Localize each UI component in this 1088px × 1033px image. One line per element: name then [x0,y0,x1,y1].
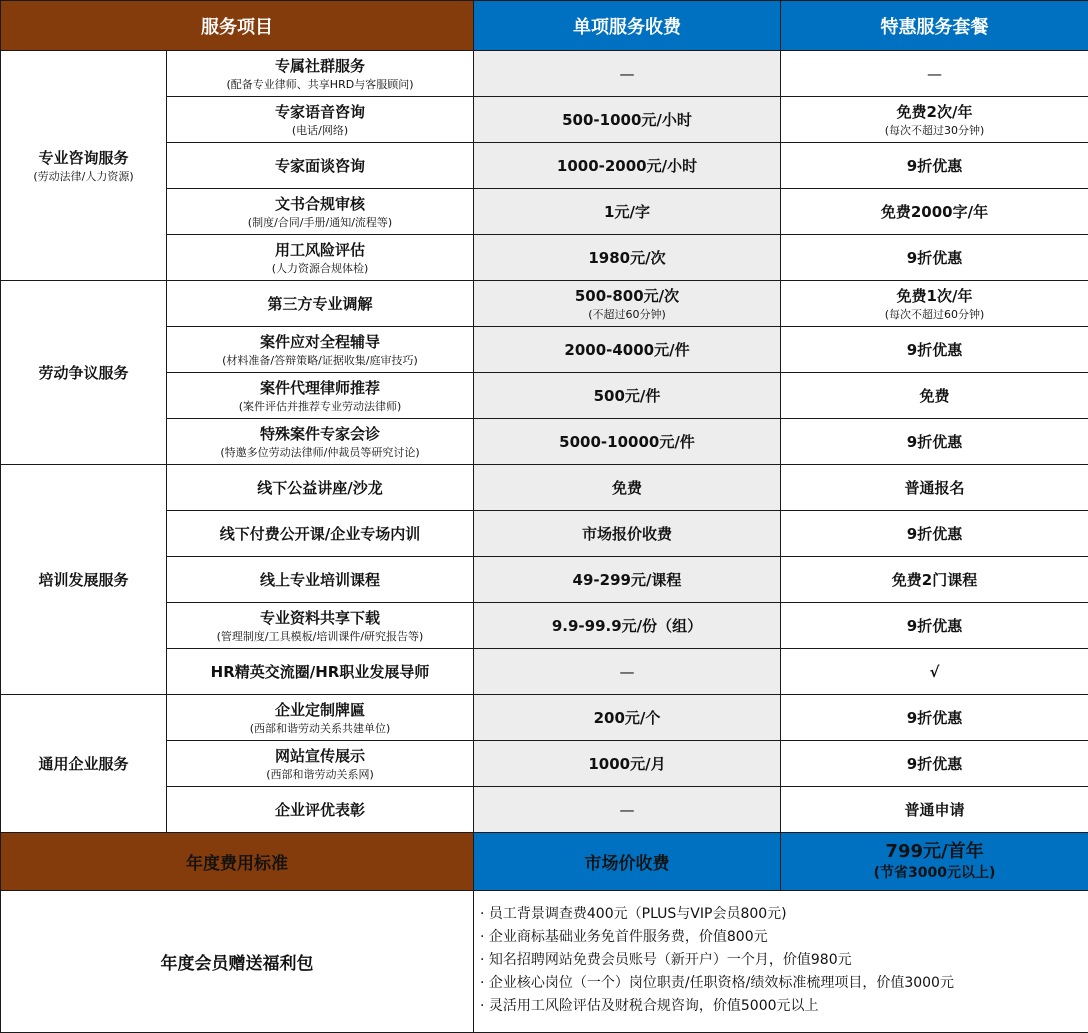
price-value: 1980元/次 [478,247,776,269]
price-value: 500-1000元/小时 [478,109,776,131]
package-value: √ [785,661,1084,683]
price-cell [474,511,781,557]
annual-package-price [781,833,1088,891]
price-value: — [478,799,776,821]
package-cell [781,51,1088,97]
service-cell [167,235,474,281]
service-sub: (特邀多位劳动法律师/仲裁员等研究讨论) [171,445,469,461]
table-row [1,695,1088,741]
service-name: 线上专业培训课程 [171,569,469,591]
category-name: 通用企业服务 [5,753,162,775]
price-cell [474,327,781,373]
package-cell [781,281,1088,327]
price-value: 2000-4000元/件 [478,339,776,361]
service-name: 专家语音咨询 [171,101,469,123]
list-item: · 企业商标基础业务免首件服务费，价值800元 [480,926,1080,949]
annual-fee-label: 年度费用标准 [1,833,474,891]
price-cell [474,373,781,419]
service-name: 线下公益讲座/沙龙 [171,477,469,499]
service-sub: (材料准备/答辩策略/证据收集/庭审技巧) [171,353,469,369]
package-value: 9折优惠 [785,753,1084,775]
package-cell [781,373,1088,419]
price-value: 5000-10000元/件 [478,431,776,453]
package-value: 免费1次/年 [785,285,1084,307]
package-cell [781,189,1088,235]
list-item: · 员工背景调查费400元（PLUS与VIP会员800元) [480,903,1080,926]
package-value: 9折优惠 [785,431,1084,453]
category-sub: (劳动法律/人力资源) [5,169,162,185]
service-cell [167,281,474,327]
package-sub: (每次不超过30分钟) [785,123,1084,139]
annual-market-price: 市场价收费 [474,833,781,891]
package-value: 9折优惠 [785,339,1084,361]
service-name: 案件应对全程辅导 [171,331,469,353]
service-name: 用工风险评估 [171,239,469,261]
service-cell [167,603,474,649]
price-value: 9.9-99.9元/份（组） [478,615,776,637]
price-value: 49-299元/课程 [478,569,776,591]
service-sub: (西部和谐劳动关系共建单位) [171,721,469,737]
package-value: — [785,63,1084,85]
category-name: 专业咨询服务 [5,147,162,169]
package-value: 9折优惠 [785,247,1084,269]
price-cell [474,695,781,741]
package-cell [781,327,1088,373]
service-cell [167,649,474,695]
price-value: 1元/字 [478,201,776,223]
service-name: 第三方专业调解 [171,293,469,315]
price-cell [474,649,781,695]
service-sub: (案件评估并推荐专业劳动法律师) [171,399,469,415]
price-value: — [478,661,776,683]
price-cell [474,741,781,787]
header-single-price: 单项服务收费 [474,1,781,51]
list-item: · 企业核心岗位（一个）岗位职责/任职资格/绩效标准梳理项目，价值3000元 [480,972,1080,995]
service-cell [167,51,474,97]
gift-title: 年度会员赠送福利包 [1,891,474,1033]
price-value: 市场报价收费 [478,523,776,545]
price-cell [474,189,781,235]
package-value: 9折优惠 [785,615,1084,637]
package-value: 9折优惠 [785,707,1084,729]
annual-price: 799元/首年 [785,841,1084,863]
price-cell [474,97,781,143]
package-value: 普通报名 [785,477,1084,499]
service-sub: (电话/网络) [171,123,469,139]
service-sub: (制度/合同/手册/通知/流程等) [171,215,469,231]
service-name: 专业资料共享下载 [171,607,469,629]
price-value: 500-800元/次 [478,285,776,307]
package-cell [781,511,1088,557]
package-value: 普通申请 [785,799,1084,821]
category-name: 劳动争议服务 [5,362,162,384]
price-cell [474,557,781,603]
service-cell [167,327,474,373]
service-name: HR精英交流圈/HR职业发展导师 [171,661,469,683]
price-sub: (不超过60分钟) [478,307,776,323]
package-value: 9折优惠 [785,155,1084,177]
price-value: 1000-2000元/小时 [478,155,776,177]
package-cell [781,787,1088,833]
package-value: 免费2门课程 [785,569,1084,591]
price-value: 500元/件 [478,385,776,407]
price-cell [474,787,781,833]
package-value: 9折优惠 [785,523,1084,545]
service-name: 特殊案件专家会诊 [171,423,469,445]
table-row [1,51,1088,97]
table-row [1,281,1088,327]
package-cell [781,603,1088,649]
service-sub: (配备专业律师、共享HRD与客服顾问) [171,77,469,93]
service-sub: (管理制度/工具模板/培训课件/研究报告等) [171,629,469,645]
header-package: 特惠服务套餐 [781,1,1088,51]
package-cell [781,143,1088,189]
price-cell [474,143,781,189]
price-cell [474,281,781,327]
service-cell [167,695,474,741]
package-cell [781,741,1088,787]
table-row [1,465,1088,511]
package-value: 免费2次/年 [785,101,1084,123]
header-row [1,1,1088,51]
category-training [1,465,167,695]
service-sub: (西部和谐劳动关系网) [171,767,469,783]
service-cell [167,465,474,511]
annual-saving: (节省3000元以上) [785,863,1084,883]
service-cell [167,787,474,833]
list-item: · 知名招聘网站免费会员账号（新开户）一个月，价值980元 [480,949,1080,972]
gift-list [474,891,1088,1033]
service-cell [167,143,474,189]
price-cell [474,465,781,511]
price-value: 1000元/月 [478,753,776,775]
service-name: 专属社群服务 [171,55,469,77]
package-cell [781,465,1088,511]
category-consult [1,51,167,281]
service-cell [167,419,474,465]
service-cell [167,97,474,143]
service-name: 文书合规审核 [171,193,469,215]
package-value: 免费2000字/年 [785,201,1084,223]
package-cell [781,695,1088,741]
annual-fee-row [1,833,1088,891]
package-value: 免费 [785,385,1084,407]
price-cell [474,603,781,649]
price-cell [474,51,781,97]
service-sub: (人力资源合规体检) [171,261,469,277]
package-cell [781,649,1088,695]
service-name: 案件代理律师推荐 [171,377,469,399]
service-cell [167,189,474,235]
price-cell [474,235,781,281]
service-name: 专家面谈咨询 [171,155,469,177]
header-service-items: 服务项目 [1,1,474,51]
service-cell [167,557,474,603]
package-sub: (每次不超过60分钟) [785,307,1084,323]
service-cell [167,373,474,419]
list-item: · 灵活用工风险评估及财税合规咨询，价值5000元以上 [480,995,1080,1018]
price-cell [474,419,781,465]
category-general [1,695,167,833]
service-cell [167,511,474,557]
gift-row [1,891,1088,1033]
package-cell [781,97,1088,143]
service-name: 网站宣传展示 [171,745,469,767]
price-value: 免费 [478,477,776,499]
service-name: 企业定制牌匾 [171,699,469,721]
service-name: 企业评优表彰 [171,799,469,821]
price-value: — [478,63,776,85]
price-value: 200元/个 [478,707,776,729]
service-cell [167,741,474,787]
service-name: 线下付费公开课/企业专场内训 [171,523,469,545]
package-cell [781,235,1088,281]
package-cell [781,419,1088,465]
category-name: 培训发展服务 [5,569,162,591]
category-dispute [1,281,167,465]
package-cell [781,557,1088,603]
